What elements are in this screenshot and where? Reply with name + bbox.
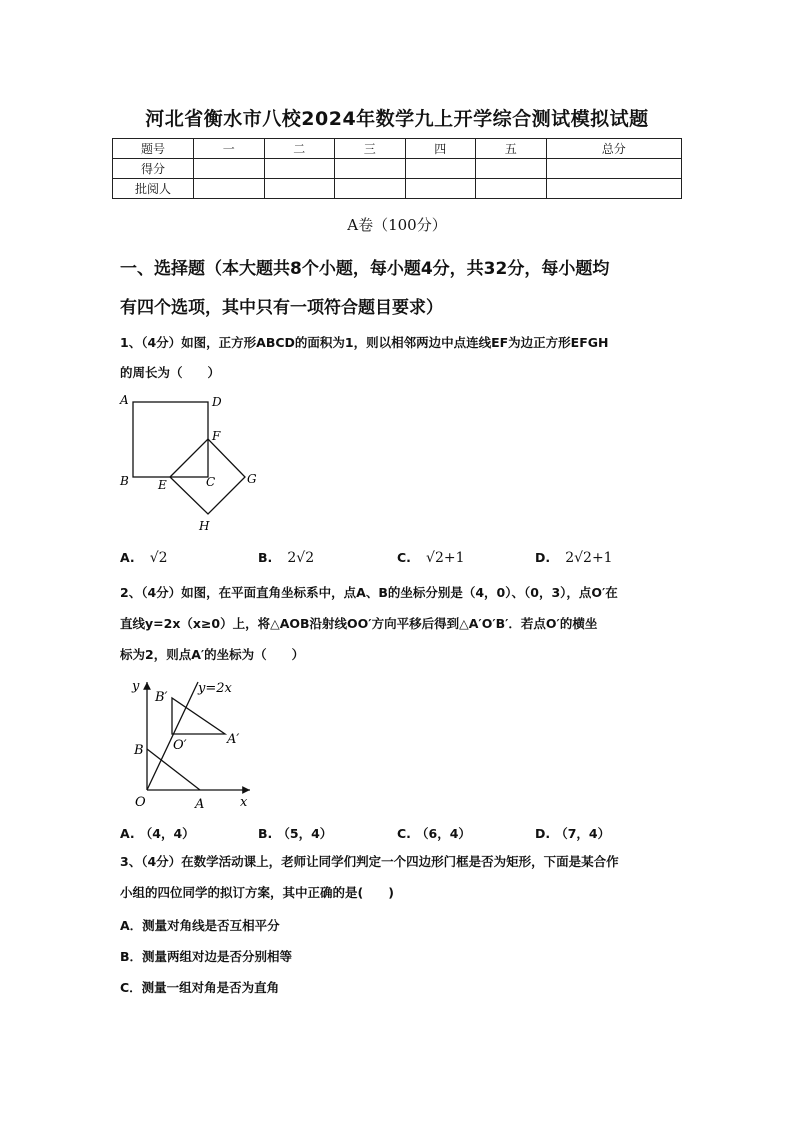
- option-text: （4，4）: [139, 826, 195, 841]
- q2-option-d: [535, 823, 610, 842]
- q3-option-a: A．测量对角线是否互相平分: [120, 918, 280, 933]
- q3-stem-line2: 小组的四位同学的拟订方案，其中正确的是( ): [120, 885, 394, 900]
- score-cell: [476, 159, 547, 179]
- q2-stem-line3: 标为2，则点A′的坐标为（ ）: [120, 647, 305, 662]
- q3-stem-line1: 3、（4分）在数学活动课上，老师让同学们判定一个四边形门框是否为矩形，下面是某合作: [120, 854, 619, 869]
- q1-figure: [110, 390, 270, 535]
- label-a: A: [195, 797, 205, 812]
- label-line: y=2x: [198, 681, 232, 696]
- label-b: B: [120, 474, 129, 488]
- option-letter: A.: [120, 826, 135, 841]
- label-o: O: [135, 795, 146, 810]
- score-table: [112, 138, 682, 199]
- segment-ab: [147, 749, 200, 790]
- row-label: 得分: [113, 159, 194, 179]
- header-cell: 题号: [113, 139, 194, 159]
- score-cell: [335, 159, 406, 179]
- option-letter: D.: [535, 826, 551, 841]
- option-math: 2√2: [287, 550, 315, 566]
- score-row: [113, 159, 682, 179]
- label-c: C: [206, 475, 216, 489]
- triangle-a-o-b-prime: [172, 698, 225, 734]
- label-b-prime: B′: [155, 690, 168, 705]
- label-d: D: [212, 395, 222, 409]
- grader-cell: [335, 179, 406, 199]
- label-x: x: [240, 795, 248, 810]
- option-letter: B.: [258, 826, 273, 841]
- label-b: B: [134, 743, 144, 758]
- grader-cell: [264, 179, 335, 199]
- score-cell: [546, 159, 682, 179]
- label-e: E: [158, 478, 167, 492]
- q1-stem-line2: 的周长为（ ）: [120, 365, 221, 380]
- score-cell: [194, 159, 265, 179]
- q1-option-a: [120, 547, 168, 566]
- q2-option-a: [120, 823, 195, 842]
- q1-option-c: [397, 547, 465, 566]
- q2-stem-line1: 2、（4分）如图，在平面直角坐标系中，点A、B的坐标分别是（4，0）、（0，3），点O′在: [120, 585, 618, 600]
- label-g: G: [247, 472, 257, 486]
- label-a-prime: A′: [227, 732, 240, 747]
- header-cell: 三: [335, 139, 406, 159]
- option-letter: D.: [535, 550, 551, 565]
- q1-option-d: [535, 547, 613, 566]
- label-y: y: [132, 679, 140, 694]
- header-cell: 五: [476, 139, 547, 159]
- label-o-prime: O′: [173, 738, 187, 753]
- section-heading-line1: 一、选择题（本大题共8个小题，每小题4分，共32分，每小题均: [120, 259, 610, 279]
- option-letter: B.: [258, 550, 273, 565]
- score-table-header-row: [113, 139, 682, 159]
- q2-option-b: [258, 823, 332, 842]
- q3-option-c: C．测量一组对角是否为直角: [120, 980, 280, 995]
- grader-cell: [476, 179, 547, 199]
- label-f: F: [212, 429, 221, 443]
- section-heading-line2: 有四个选项，其中只有一项符合题目要求）: [120, 298, 443, 318]
- grader-cell: [405, 179, 476, 199]
- header-cell: 四: [405, 139, 476, 159]
- q2-figure: [118, 672, 268, 812]
- option-math: √2: [149, 550, 168, 566]
- option-letter: C.: [397, 826, 411, 841]
- q1-option-b: [258, 547, 314, 566]
- score-cell: [264, 159, 335, 179]
- grader-cell: [194, 179, 265, 199]
- label-h: H: [199, 519, 210, 533]
- option-text: （5，4）: [277, 826, 333, 841]
- q1-stem-line1: 1、（4分）如图，正方形ABCD的面积为1，则以相邻两边中点连线EF为边正方形EFGH: [120, 335, 609, 350]
- exam-title: 河北省衡水市八校2024年数学九上开学综合测试模拟试题: [145, 108, 649, 130]
- header-cell: 总分: [546, 139, 682, 159]
- header-cell: 一: [194, 139, 265, 159]
- option-text: （6，4）: [416, 826, 471, 841]
- row-label: 批阅人: [113, 179, 194, 199]
- option-math: √2+1: [426, 550, 465, 566]
- q2-option-c: [397, 823, 471, 842]
- option-text: （7，4）: [555, 826, 611, 841]
- q2-stem-line2: 直线y=2x（x≥0）上，将△AOB沿射线OO′方向平移后得到△A′O′B′．若点O′的横坐: [120, 616, 598, 631]
- square-abcd: [133, 402, 208, 477]
- score-cell: [405, 159, 476, 179]
- option-math: 2√2+1: [565, 550, 613, 566]
- option-letter: C.: [397, 550, 411, 565]
- label-a: A: [120, 393, 129, 407]
- grader-cell: [546, 179, 682, 199]
- header-cell: 二: [264, 139, 335, 159]
- volume-label: A卷（100分）: [347, 216, 447, 234]
- option-letter: A.: [120, 550, 135, 565]
- q3-option-b: B．测量两组对边是否分别相等: [120, 949, 293, 964]
- grader-row: [113, 179, 682, 199]
